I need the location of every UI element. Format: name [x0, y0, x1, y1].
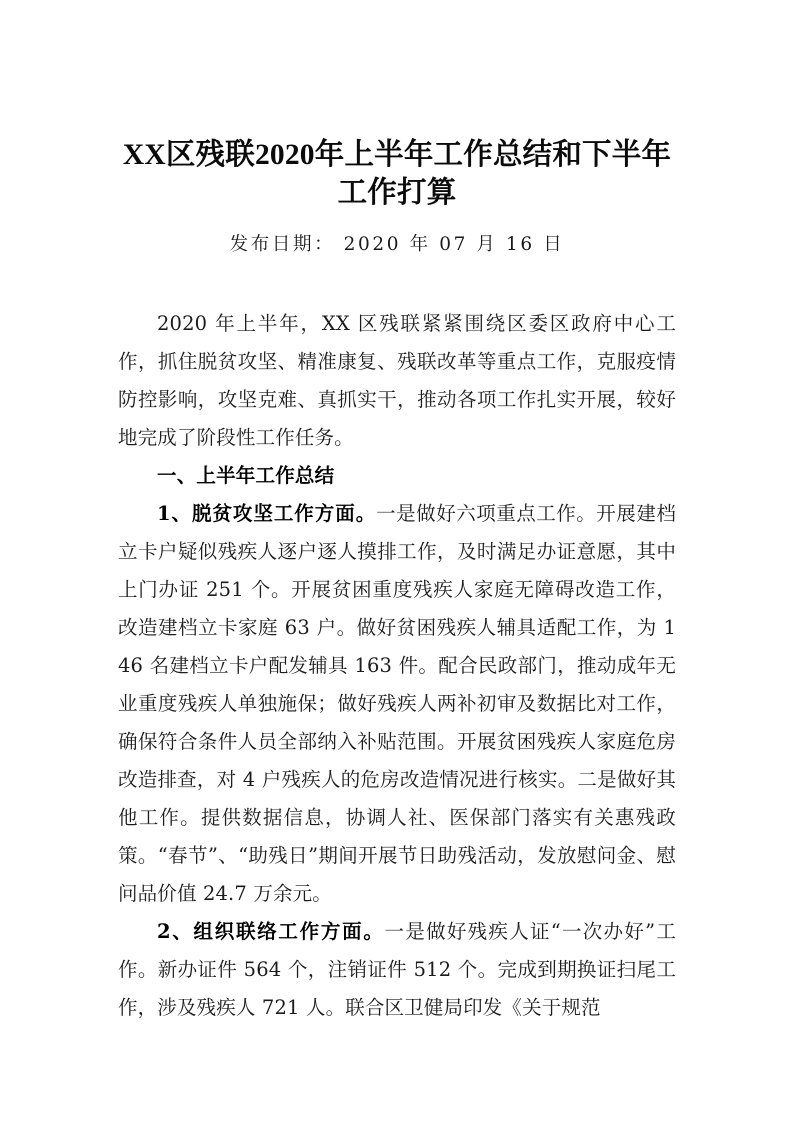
item-lead-label: 2、组织联络工作方面。 — [157, 920, 385, 943]
page-title: XX区残联2020年上半年工作总结和下半年工作打算 — [122, 139, 672, 209]
item-body-text: 一是做好残疾人证“一次办好”工作。新办证件 564 个，注销证件 512 个。完成到期换证扫尾工作，涉及残疾人 721 人。联合区卫健局印发《关于规范 — [118, 920, 676, 1019]
document-body — [118, 260, 676, 1027]
intro-paragraph: 2020 年上半年，XX 区残联紧紧围绕区委区政府中心工作，抓住脱贫攻坚、精准康复、残联改革等重点工作，克服疫情防控影响，攻坚克难、真抓实干，推动各项工作扎实开展，较好地完成了阶段性工作任务。 — [118, 312, 676, 449]
list-item — [118, 913, 676, 1027]
item-body-text: 一是做好六项重点工作。开展建档立卡户疑似残疾人逐户逐人摸排工作，及时满足办证意愿，其中上门办证 251 个。开展贫困重度残疾人家庭无障碍改造工作，改造建档立卡家庭 63 户。做好贫困残疾人辅具适配工作，为 146 名建档立卡户配发辅具 163 件。配合民政部门，推动成年无业重度残疾人单独施保；做好残疾人两补初审及数据比对工作，确保符合条件人员全部纳入补贴范围。开展贫困残疾人家庭危房改造排查，对 4 户残疾人的危房改造情况进行核实。二是做好其他工作。提供数据信息，协调人社、医保部门落实有关惠残政策。“春节”、“助残日”期间开展节日助残活动，发放慰问金、慰问品价值 24.7 万余元。 — [118, 502, 676, 905]
item-lead-label: 1、脱贫攻坚工作方面。 — [157, 502, 377, 525]
page-content — [118, 0, 676, 1027]
section-heading-1: 一、上半年工作总结 — [157, 465, 335, 487]
list-item — [118, 495, 676, 913]
publish-date: 发布日期： 2020 年 07 月 16 日 — [229, 234, 565, 255]
